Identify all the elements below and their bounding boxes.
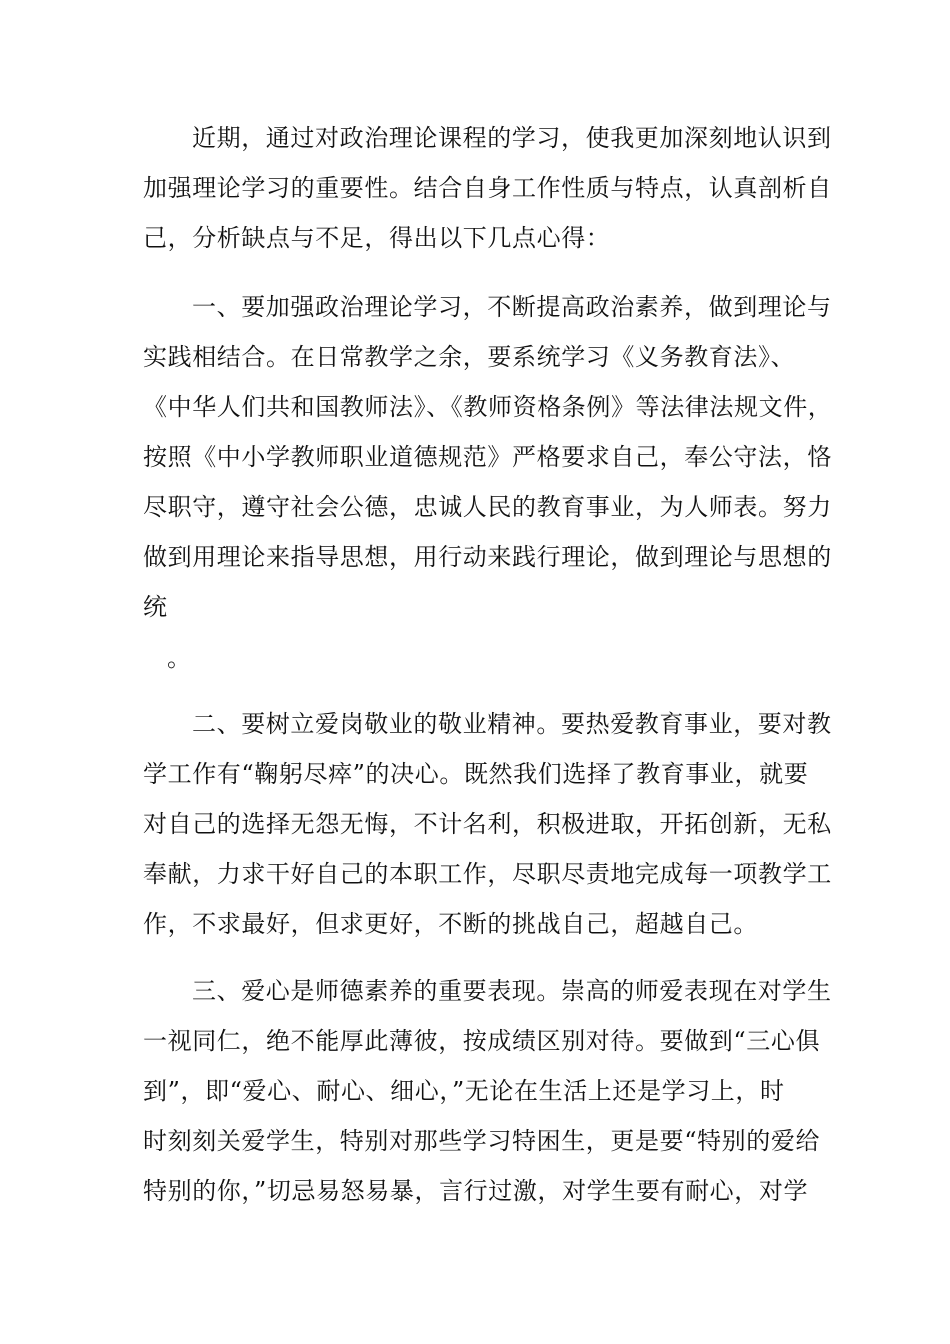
paragraph-2-line-8: 。 [167, 644, 192, 672]
paragraph-2-line-6: 做到用理论来指导思想，用行动来践行理论，做到理论与思想的 [143, 543, 832, 571]
paragraph-3-line-3: 对自己的选择无怨无悔，不计名利，积极进取，开拓创新，无私 [143, 810, 832, 838]
paragraph-3-line-5: 作，不求最好，但求更好，不断的挑战自己，超越自己。 [143, 910, 758, 938]
paragraph-4-line-4: 时刻刻关爱学生，特别对那些学习特困生，更是要“特别的爱给 [143, 1127, 821, 1155]
paragraph-2-line-4: 按照《中小学教师职业道德规范》严格要求自己，奉公守法，恪 [143, 443, 832, 471]
paragraph-3-line-2: 学工作有“鞠躬尽瘁”的决心。既然我们选择了教育事业，就要 [143, 760, 809, 788]
paragraph-4-line-5: 特别的你，”切忌易怒易暴，言行过激，对学生要有耐心，对学 [143, 1177, 809, 1205]
paragraph-4-line-2: 一视同仁，绝不能厚此薄彼，按成绩区别对待。要做到“三心俱 [143, 1027, 821, 1055]
paragraph-4-line-1: 三、爱心是师德素养的重要表现。崇高的师爱表现在对学生 [192, 977, 832, 1005]
paragraph-2-line-2: 实践相结合。在日常教学之余，要系统学习《义务教育法》、 [143, 343, 796, 371]
paragraph-2-line-1: 一、要加强政治理论学习，不断提高政治素养，做到理论与 [192, 293, 832, 321]
paragraph-1-line-3: 己，分析缺点与不足，得出以下几点心得： [143, 224, 611, 252]
paragraph-3-line-4: 奉献，力求干好自己的本职工作，尽职尽责地完成每一项教学工 [143, 860, 832, 888]
paragraph-2-line-3: 《中华人们共和国教师法》、《教师资格条例》等法律法规文件， [143, 393, 833, 421]
paragraph-4-line-3: 到”，即“爱心、耐心、细心，”无论在生活上还是学习上，时 [143, 1077, 785, 1105]
paragraph-1-line-2: 加强理论学习的重要性。结合自身工作性质与特点，认真剖析自 [143, 174, 832, 202]
paragraph-2-line-7: 统 [143, 593, 168, 621]
paragraph-2-line-5: 尽职守，遵守社会公德，忠诚人民的教育事业，为人师表。努力 [143, 493, 832, 521]
paragraph-1-line-1: 近期，通过对政治理论课程的学习，使我更加深刻地认识到 [192, 124, 832, 152]
paragraph-3-line-1: 二、要树立爱岗敬业的敬业精神。要热爱教育事业，要对教 [192, 710, 832, 738]
